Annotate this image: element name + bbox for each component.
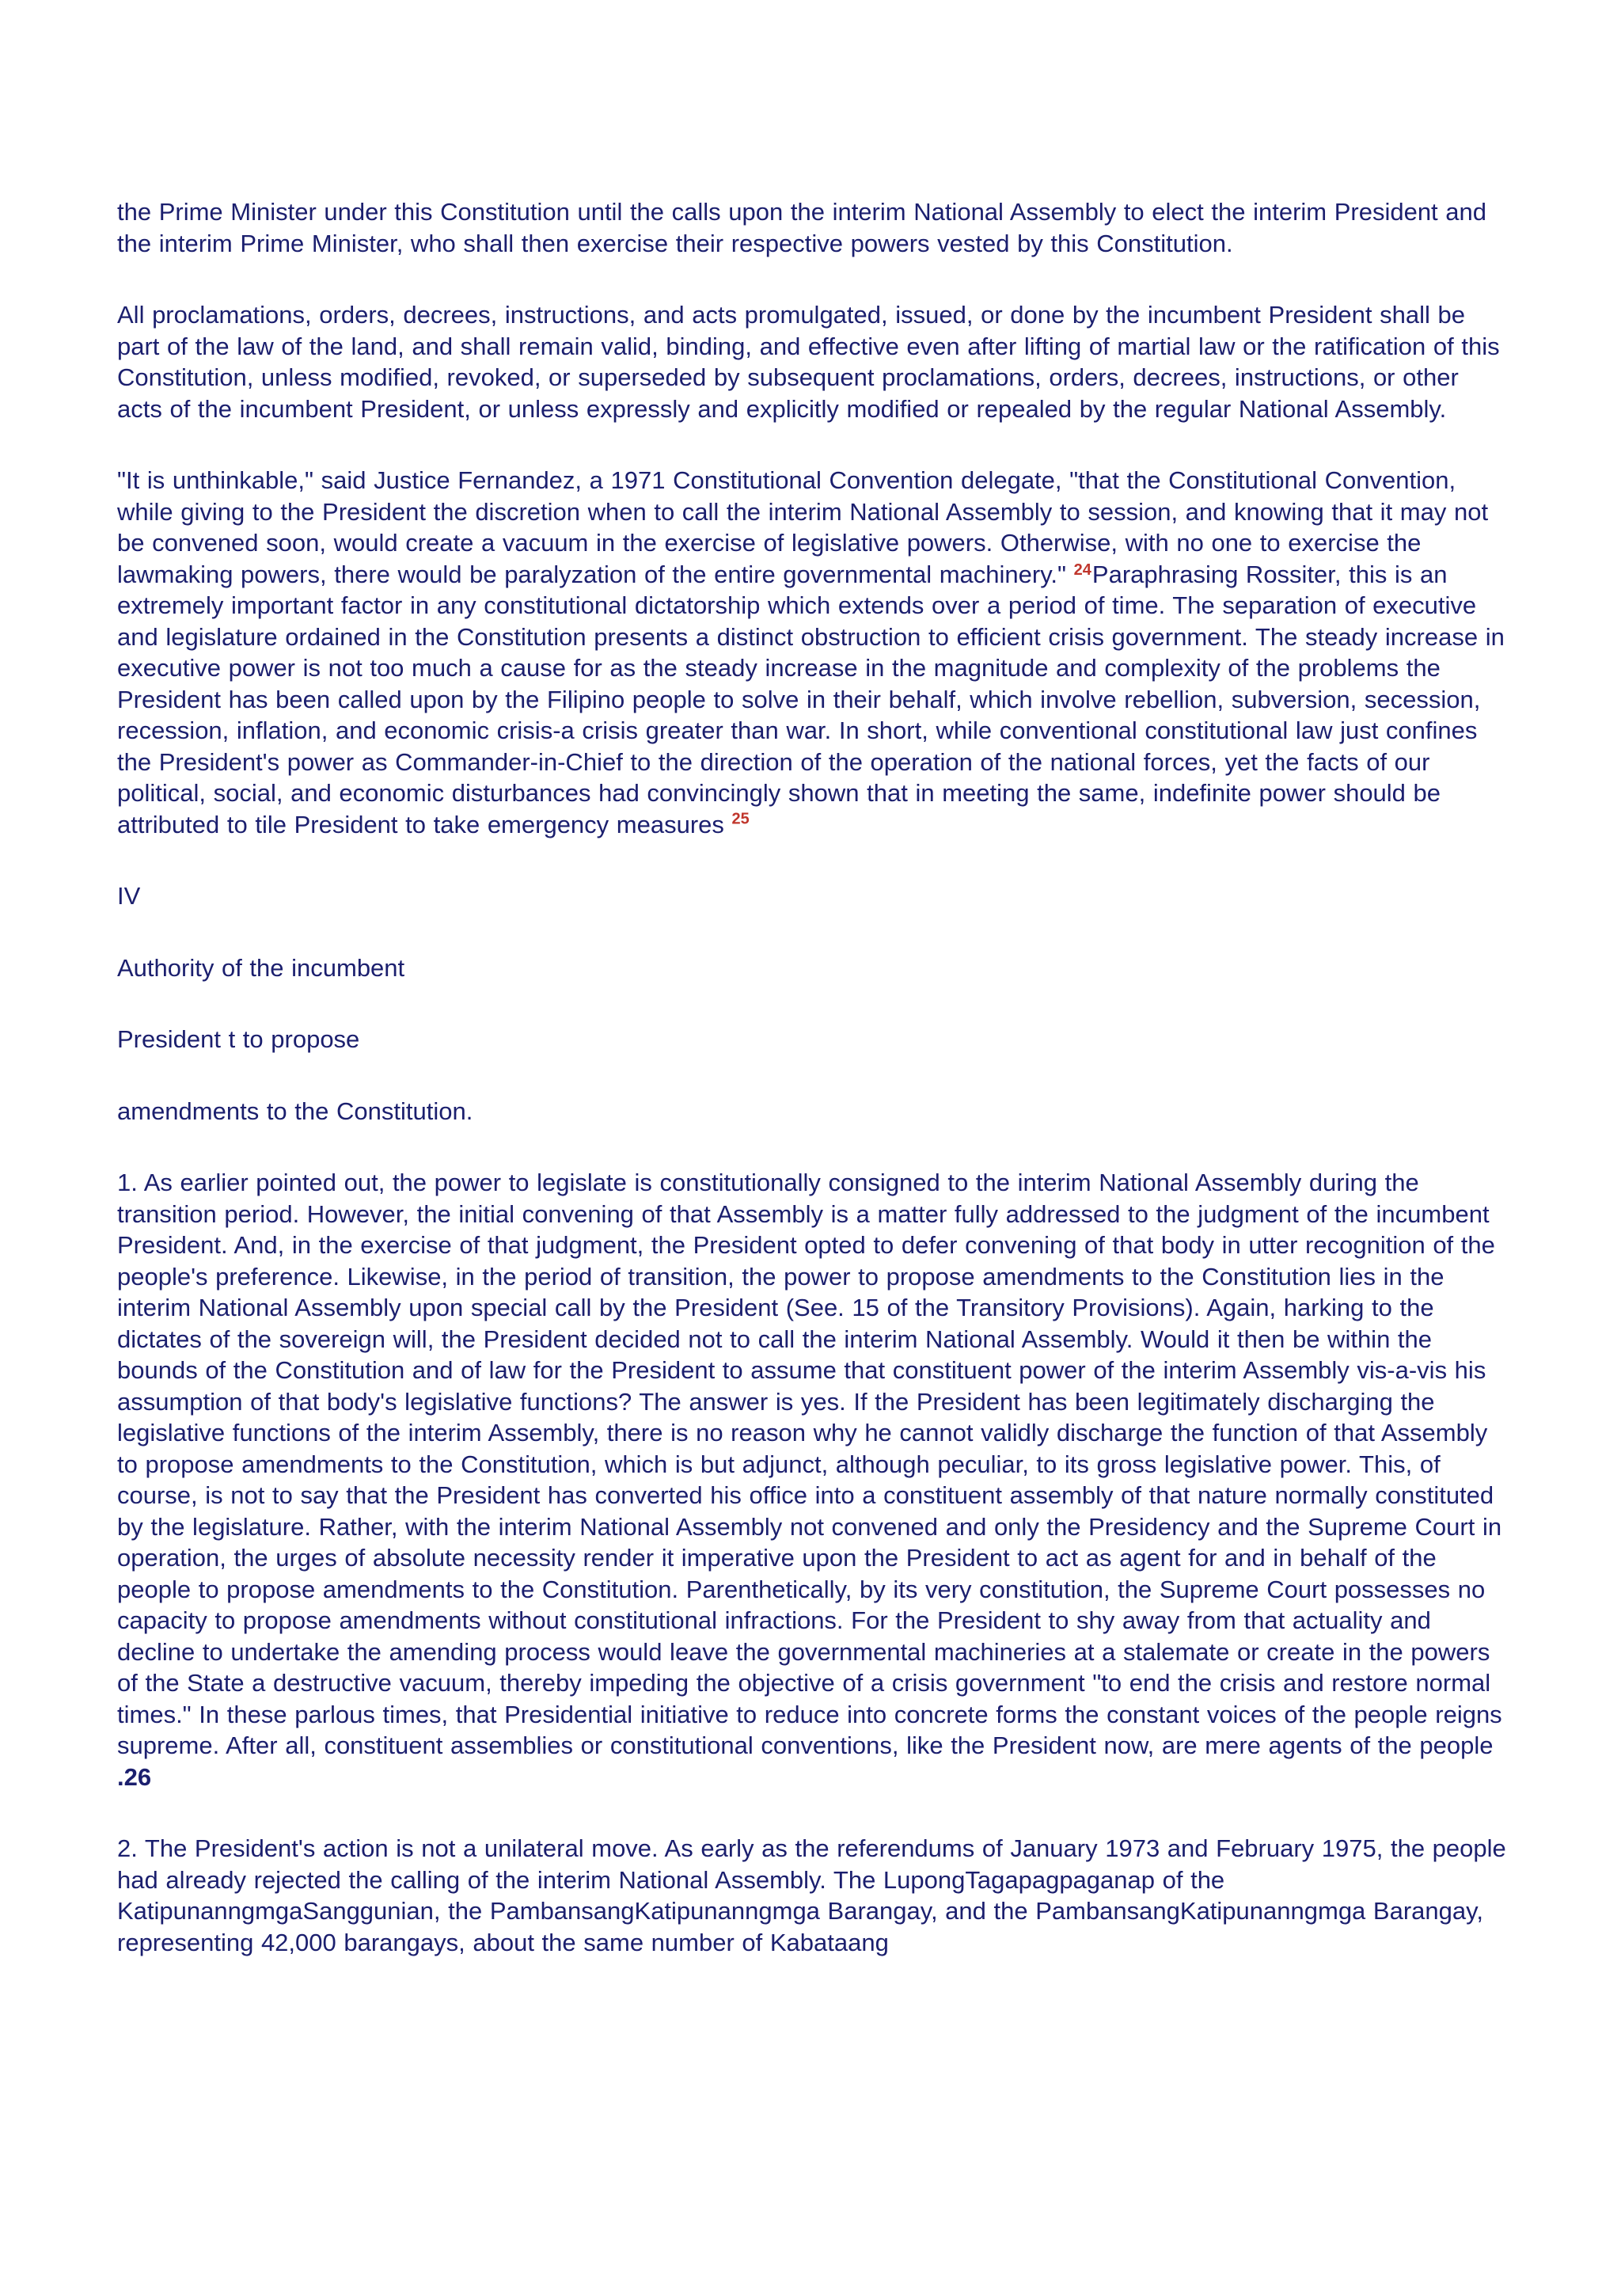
paragraph-point-2: 2. The President's action is not a unilateral move. As early as the referendums of January 1973 and February 1975, the people had already rejected the calling of the interim National Assembly. The LupongTagapagpaganap of the KatipunanngmgaSanggunian, the PambansangKatipunanngmga Barangay, and the PambansangKatipunanngmga Barangay, representing 42,000 barangays, about the same number of Kabataang [117,1834,1506,1956]
paragraph-unthinkable [117,465,1510,840]
section-number: IV [117,882,141,910]
footnote-marker-25: 25 [731,810,750,828]
paragraph-point-1 [117,1167,1510,1792]
section-heading-line-3: amendments to the Constitution. [117,1097,473,1125]
paragraph-prime-minister: the Prime Minister under this Constitution until the calls upon the interim National Assembly to elect the interim President and the interim Prime Minister, who shall then exercise their respective powers vested by this Constitution. [117,198,1487,257]
section-heading-line-1: Authority of the incumbent [117,953,405,982]
section-heading-line-2: President t to propose [117,1025,360,1053]
paragraph-proclamations: All proclamations, orders, decrees, instructions, and acts promulgated, issued, or done by the incumbent President shall be part of the law of the land, and shall remain valid, binding, and effective even after lifting of martial law or the ratification of this Constitution, unless modified, revoked, or superseded by subsequent proclamations, orders, decrees, instructions, or other acts of the incumbent President, or unless expressly and explicitly modified or repealed by the regular National Assembly. [117,301,1500,423]
paragraph-unthinkable-part2: Paraphrasing Rossiter, this is an extremely important factor in any constitutional dictatorship which extends over a period of time. The separation of executive and legislature ordained in the Constitution presents a distinct obstruction to efficient crisis government. The steady increase in executive power is not too much a cause for as the steady increase in the magnitude and complexity of the problems the President has been called upon by the Filipino people to solve in their behalf, which involve rebellion, subversion, secession, recession, inflation, and economic crisis-a crisis greater than war. In short, while conventional constitutional law just confines the President's power as Commander-in-Chief to the direction of the operation of the national forces, yet the facts of our political, social, and economic disturbances had convincingly shown that in meeting the same, indefinite power should be attributed to tile President to take emergency measures [117,560,1505,838]
paragraph-unthinkable-part1: "It is unthinkable," said Justice Fernandez, a 1971 Constitutional Convention delegate, "that the Constitutional Convention, while giving to the President the discretion when to call the interim National Assembly to session, and knowing that it may not be convened soon, would create a vacuum in the exercise of legislative powers. Otherwise, with no one to exercise the lawmaking powers, there would be paralyzation of the entire governmental machinery." [117,466,1489,588]
footnote-marker-24: 24 [1073,561,1091,579]
paragraph-point-1-text: 1. As earlier pointed out, the power to legislate is constitutionally consigned to the interim National Assembly during the transition period. However, the initial convening of that Assembly is a matter fully addressed to the judgment of the incumbent President. And, in the exercise of that judgment, the President opted to defer convening of that body in utter recognition of the people's preference. Likewise, in the period of transition, the power to propose amendments to the Constitution lies in the interim National Assembly upon special call by the President (See. 15 of the Transitory Provisions). Again, harking to the dictates of the sovereign will, the President decided not to call the interim National Assembly. Would it then be within the bounds of the Constitution and of law for the President to assume that constituent power of the interim Assembly vis-a-vis his assumption of that body's legislative functions? The answer is yes. If the President has been legitimately discharging the legislative functions of the interim Assembly, there is no reason why he cannot validly discharge the function of that Assembly to propose amendments to the Constitution, which is but adjunct, although peculiar, to its gross legislative power. This, of course, is not to say that the President has converted his office into a constituent assembly of that nature normally constituted by the legislature. Rather, with the interim National Assembly not convened and only the Presidency and the Supreme Court in operation, the urges of absolute necessity render it imperative upon the President to act as agent for and in behalf of the people to propose amendments to the Constitution. Parenthetically, by its very constitution, the Supreme Court possesses no capacity to propose amendments without constitutional infractions. For the President to shy away from that actuality and decline to undertake the amending process would leave the governmental machineries at a stalemate or create in the powers of the State a destructive vacuum, thereby impeding the objective of a crisis government "to end the crisis and restore normal times." In these parlous times, that Presidential initiative to reduce into concrete forms the constant voices of the people reigns supreme. After all, constituent assemblies or constitutional conventions, like the President now, are mere agents of the people [117,1169,1502,1759]
document-page [117,196,1510,1998]
footnote-marker-26: .26 [117,1762,152,1791]
